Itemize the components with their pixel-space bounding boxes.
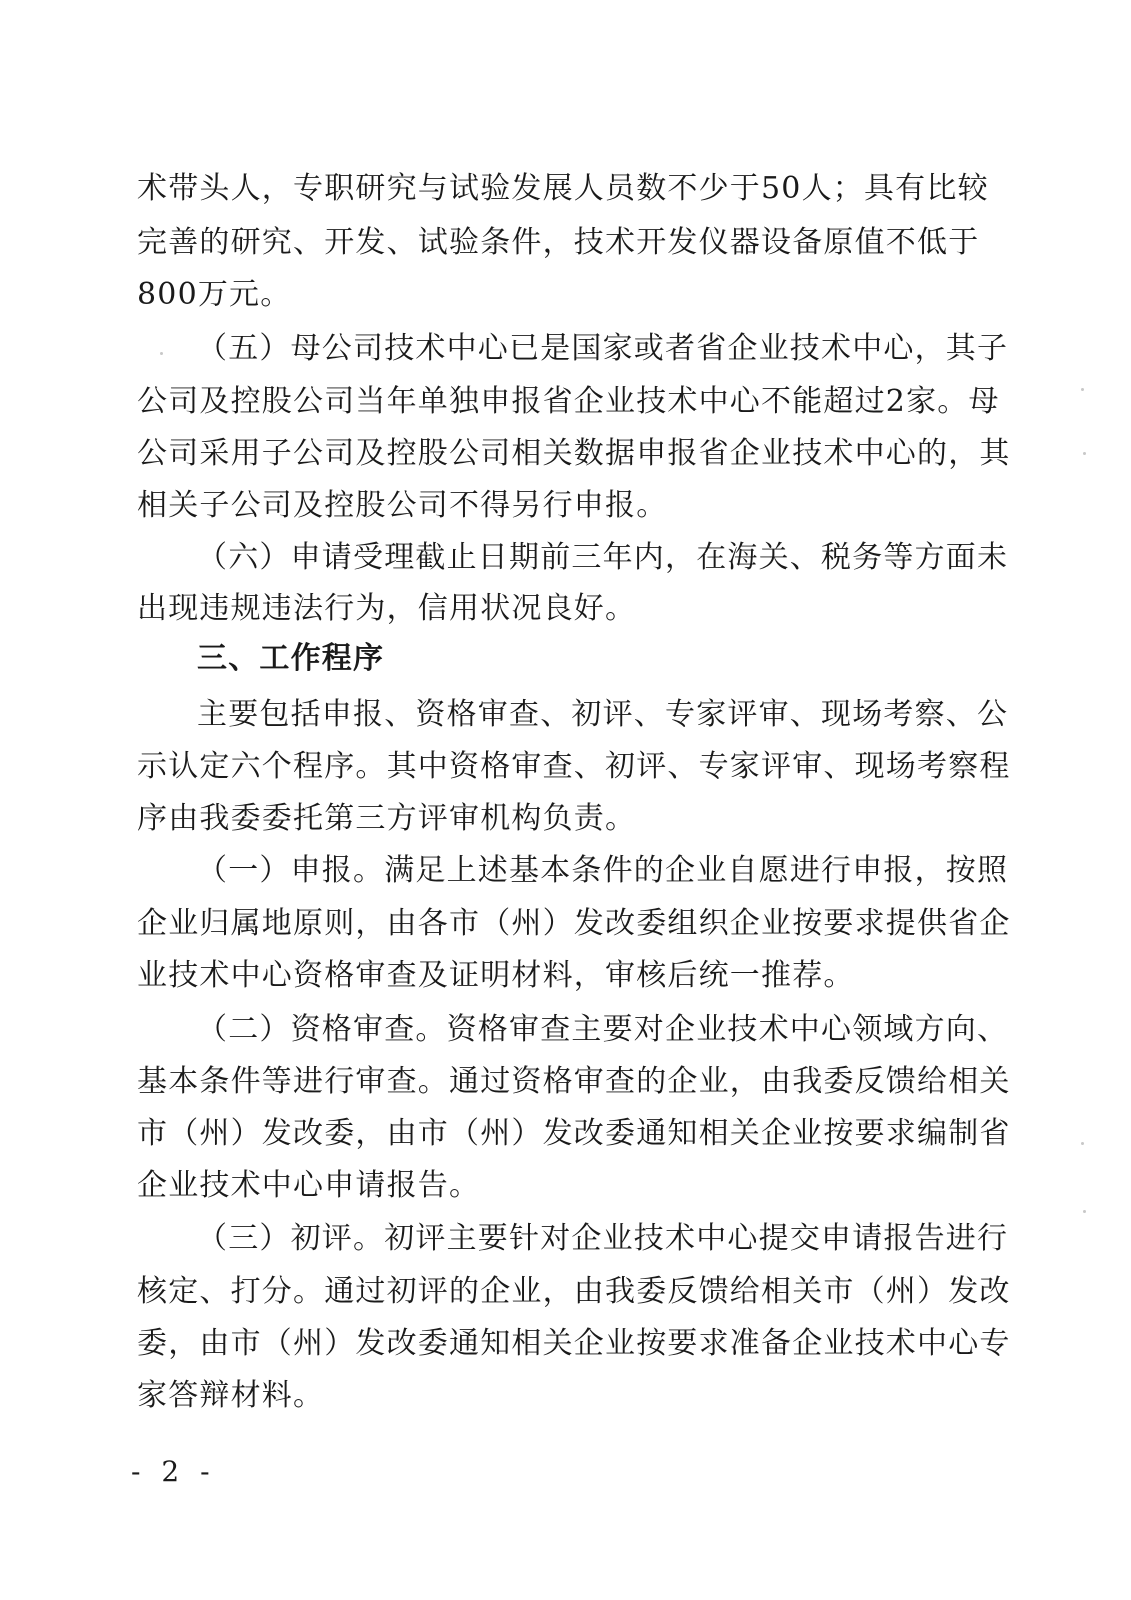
paragraph-line: （三）初评。初评主要针对企业技术中心提交申请报告进行 (197, 1221, 1009, 1256)
paragraph-line: 术带头人，专职研究与试验发展人员数不少于50人；具有比较 (137, 171, 989, 206)
scan-speck (1083, 452, 1086, 455)
paragraph-line: 市（州）发改委，由市（州）发改委通知相关企业按要求编制省 (137, 1116, 1011, 1151)
scan-speck (1083, 1210, 1086, 1213)
paragraph-line: 完善的研究、开发、试验条件，技术开发仪器设备原值不低于 (137, 225, 980, 260)
paragraph-line: 出现违规违法行为，信用状况良好。 (137, 591, 637, 626)
section-heading: 三、工作程序 (197, 641, 385, 676)
paragraph-line: 公司及控股公司当年单独申报省企业技术中心不能超过2家。母 (137, 384, 1000, 419)
scan-speck (1081, 388, 1084, 391)
paragraph-line: 委，由市（州）发改委通知相关企业按要求准备企业技术中心专 (137, 1326, 1011, 1361)
paragraph-line: 公司采用子公司及控股公司相关数据申报省企业技术中心的，其 (137, 436, 1011, 471)
paragraph-line: 800万元。 (137, 277, 292, 312)
paragraph-line: 企业技术中心申请报告。 (137, 1168, 481, 1203)
paragraph-line: 基本条件等进行审查。通过资格审查的企业，由我委反馈给相关 (137, 1064, 1011, 1099)
paragraph-line: 主要包括申报、资格审查、初评、专家评审、现场考察、公 (197, 697, 1009, 732)
scan-speck (160, 352, 163, 355)
paragraph-line: 业技术中心资格审查及证明材料，审核后统一推荐。 (137, 958, 855, 993)
paragraph-line: 核定、打分。通过初评的企业，由我委反馈给相关市（州）发改 (137, 1274, 1011, 1309)
paragraph-line: 示认定六个程序。其中资格审查、初评、专家评审、现场考察程 (137, 749, 1011, 784)
paragraph-line: （二）资格审查。资格审查主要对企业技术中心领域方向、 (197, 1012, 1009, 1047)
paragraph-line: （五）母公司技术中心已是国家或者省企业技术中心，其子 (197, 331, 1009, 366)
paragraph-line: 企业归属地原则，由各市（州）发改委组织企业按要求提供省企 (137, 906, 1011, 941)
paragraph-line: 相关子公司及控股公司不得另行申报。 (137, 488, 668, 523)
paragraph-line: （一）申报。满足上述基本条件的企业自愿进行申报，按照 (197, 853, 1009, 888)
paragraph-line: （六）申请受理截止日期前三年内，在海关、税务等方面未 (197, 540, 1009, 575)
scan-speck (1081, 1142, 1084, 1145)
paragraph-line: 序由我委委托第三方评审机构负责。 (137, 801, 637, 836)
page-number: - 2 - (131, 1455, 216, 1488)
paragraph-line: 家答辩材料。 (137, 1378, 325, 1413)
